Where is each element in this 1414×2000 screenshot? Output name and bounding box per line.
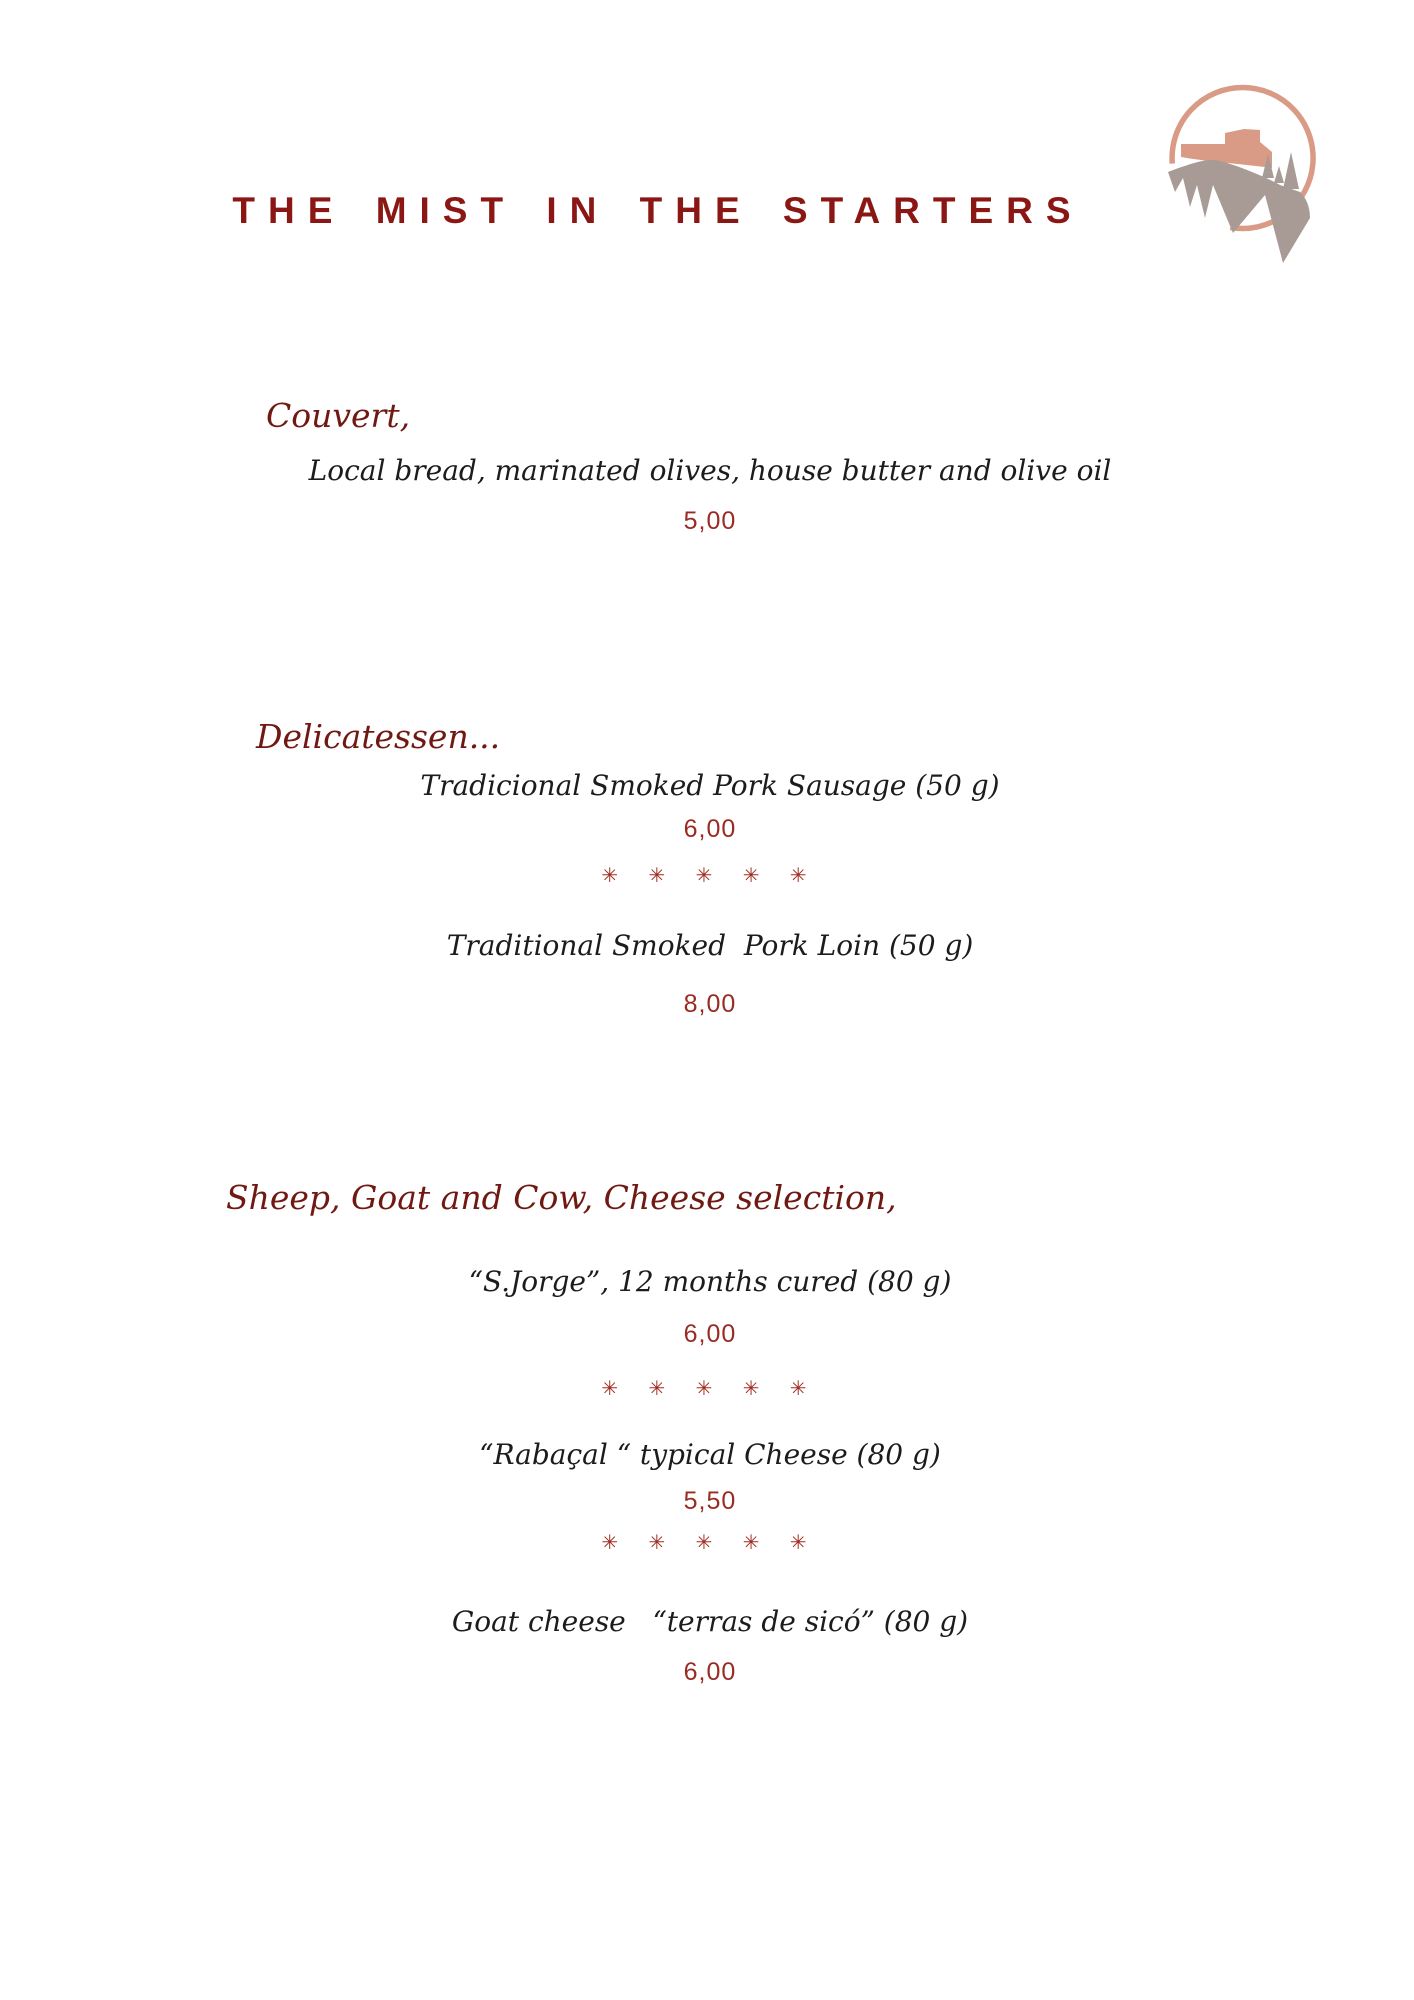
menu-item-price: 6,00 [683,1320,737,1348]
menu-item-price: 6,00 [683,1658,737,1686]
star-separator: ✳ ✳ ✳ ✳ ✳ [601,863,819,887]
star-separator: ✳ ✳ ✳ ✳ ✳ [601,1530,819,1554]
menu-item-name: Tradicional Smoked Pork Sausage (50 g) [420,769,1000,802]
page-title: THE MIST IN THE STARTERS [232,190,1084,231]
menu-item-price: 5,00 [683,507,737,535]
section-heading-cheese-selection: Sheep, Goat and Cow, Cheese selection, [226,1178,897,1217]
menu-item-name: Local bread, marinated olives, house butter and olive oil [308,454,1112,487]
menu-item-name: Goat cheese “terras de sicó” (80 g) [451,1605,969,1638]
logo-pine-icon [1283,152,1299,189]
menu-item-price: 6,00 [683,815,737,843]
logo-castle [1181,129,1272,168]
menu-item-name: “Rabaçal “ typical Cheese (80 g) [479,1438,941,1471]
star-separator: ✳ ✳ ✳ ✳ ✳ [601,1376,819,1400]
restaurant-logo-icon [1164,80,1324,270]
section-heading-couvert: Couvert, [266,396,411,435]
logo-pine-icon [1274,166,1284,183]
menu-item-name: “S.Jorge”, 12 months cured (80 g) [468,1265,952,1298]
menu-item-name: Traditional Smoked Pork Loin (50 g) [446,929,974,962]
section-heading-delicatessen: Delicatessen... [256,717,501,756]
menu-item-price: 8,00 [683,990,737,1018]
menu-item-price: 5,50 [683,1487,737,1515]
